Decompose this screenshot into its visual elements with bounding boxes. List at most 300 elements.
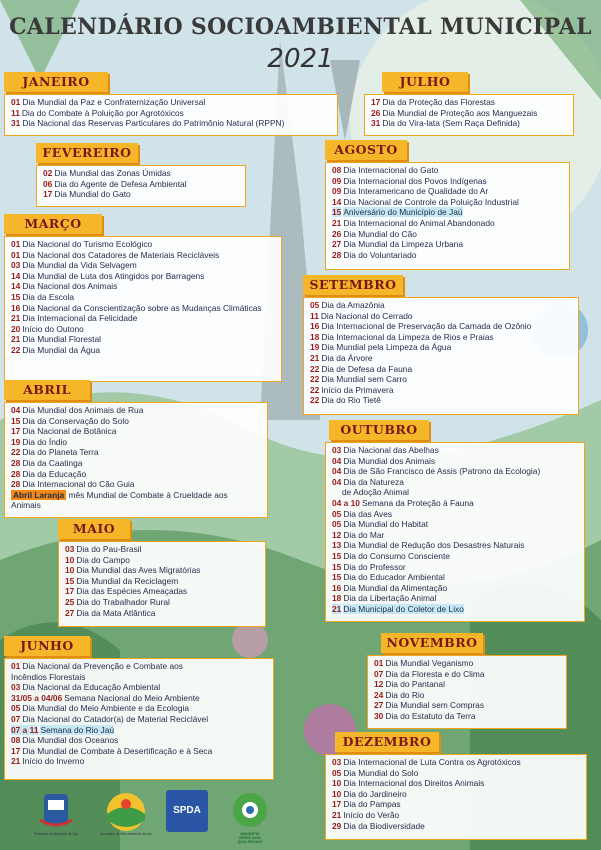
event-item	[332, 551, 578, 562]
event-date: 03	[11, 682, 21, 693]
event-text: Dia Mundial da Alimentação	[343, 582, 448, 593]
event-item	[332, 757, 580, 768]
month-setembro	[303, 275, 579, 415]
event-text: Dia Nacional do Turismo Ecológico	[22, 239, 153, 249]
month-events	[364, 94, 574, 136]
event-item	[11, 97, 331, 108]
event-item	[332, 197, 563, 208]
logos-strip	[28, 786, 286, 842]
month-header: JULHO	[382, 72, 468, 92]
event-date: 17	[371, 97, 381, 107]
month-events	[325, 442, 585, 622]
event-item	[11, 437, 261, 448]
month-header: JUNHO	[4, 636, 90, 656]
month-events	[303, 297, 579, 415]
event-text: Dia Internacional de Preservação da Camada de Ozônio	[321, 321, 532, 332]
event-text: Dia da Mata Atlântica	[76, 607, 156, 618]
event-text: Dia Mundial de Luta dos Atingidos por Barragens	[22, 270, 205, 281]
event-date: 19	[310, 342, 320, 353]
event-date: 10	[65, 565, 75, 576]
month-header: MAIO	[58, 519, 130, 539]
event-date: 10	[332, 788, 342, 799]
month-header: DEZEMBRO	[335, 732, 439, 752]
event-item	[374, 679, 560, 690]
event-item	[332, 445, 578, 456]
event-text: Dia do Jardineiro	[343, 788, 407, 799]
event-date: 27	[65, 607, 75, 618]
prefeitura-crest-icon	[34, 790, 78, 834]
event-text: Dia Mundial dos Animais de Rua	[22, 405, 144, 415]
event-text: Dia Nacional de Controle da Poluição Industrial	[343, 196, 519, 207]
event-item	[310, 342, 572, 353]
event-date: 15	[11, 415, 21, 426]
event-item	[11, 345, 275, 356]
event-date: 12	[332, 529, 342, 540]
calendar-title: CALENDÁRIO SOCIOAMBIENTAL MUNICIPAL	[9, 14, 592, 40]
event-text: Dia Nacional da Prevenção e Combate aos Incêndios Florestais	[11, 661, 183, 682]
event-date: 13	[332, 540, 342, 551]
event-item	[11, 447, 261, 458]
month-maio	[58, 519, 266, 627]
event-text: Semana Nacional do Meio Ambiente	[64, 692, 200, 703]
event-text: Dia da Caatinga	[22, 457, 83, 468]
event-date: 11	[11, 107, 20, 118]
event-item	[310, 311, 572, 322]
event-item	[332, 498, 578, 509]
month-events	[4, 236, 282, 382]
event-item	[11, 239, 275, 250]
event-text: Dia do Pampas	[343, 799, 401, 810]
event-date: 22	[310, 374, 320, 385]
event-item	[332, 218, 563, 229]
event-text: Dia da Floresta e do Clima	[385, 668, 485, 679]
event-text: Dia do Pantanal	[385, 679, 445, 690]
event-item	[374, 711, 560, 722]
event-text: Dia Nacional do Cerrado	[320, 310, 413, 321]
event-date: 27	[332, 239, 342, 250]
event-item	[332, 165, 563, 176]
event-item	[11, 426, 261, 437]
abril-laranja-badge: Abril Laranja	[13, 489, 65, 500]
event-item	[11, 693, 267, 704]
month-events	[367, 655, 567, 729]
municipio-verde-azul-icon	[228, 790, 272, 834]
event-item	[65, 544, 259, 555]
event-text: Dia do Agente de Defesa Ambiental	[54, 178, 187, 189]
event-date: 06	[43, 178, 53, 189]
event-date: 21	[11, 313, 21, 324]
event-item	[11, 292, 275, 303]
event-text: Dia Mundial de Proteção aos Manguezais	[382, 107, 538, 118]
event-date: 15	[65, 575, 75, 586]
event-date: 30	[374, 710, 384, 721]
event-item	[11, 250, 275, 261]
event-date: 01	[11, 661, 21, 671]
event-date: 21	[11, 334, 21, 345]
event-date: 28	[11, 457, 21, 468]
event-item	[332, 562, 578, 573]
event-item	[65, 597, 259, 608]
month-header: NOVEMBRO	[381, 633, 483, 653]
event-date: 21	[332, 809, 342, 820]
event-date: 02	[43, 168, 53, 178]
event-text: Aniversário do Município de Jaú	[343, 207, 463, 218]
month-fevereiro	[36, 143, 246, 207]
event-date: 15	[332, 207, 342, 218]
event-date: 21	[11, 756, 21, 767]
event-item	[332, 250, 563, 261]
event-text: Dia Mundial sem Compras	[385, 700, 485, 711]
event-item-highlighted	[11, 725, 267, 736]
month-header: MARÇO	[4, 214, 102, 234]
event-text: Dia Nacional das Reservas Particulares do Patrimônio Natural (RPPN)	[22, 118, 285, 129]
event-text: Dia do Trabalhador Rural	[76, 596, 170, 607]
event-text: Dia Mundial das Aves Migratórias	[76, 565, 201, 576]
event-date: 05	[310, 300, 320, 310]
event-item	[11, 118, 331, 129]
event-text: Dia Mundial da Água	[22, 344, 101, 355]
event-text: Dia da Biodiversidade	[343, 820, 425, 831]
event-text: Dia Mundial da Paz e Confraternização Universal	[22, 97, 206, 107]
event-item	[332, 456, 578, 467]
event-date: 31	[11, 118, 21, 129]
event-date: 04	[332, 476, 342, 487]
event-item	[65, 576, 259, 587]
event-text: Dia Internacional da Felicidade	[22, 313, 138, 324]
event-text: Dia do Pau-Brasil	[76, 544, 142, 554]
month-julho	[364, 72, 574, 136]
event-text: Dia Mundial das Zonas Úmidas	[54, 168, 171, 178]
month-dezembro	[325, 732, 587, 840]
event-item	[11, 260, 275, 271]
event-text: Dia da Educação	[22, 468, 87, 479]
event-item	[374, 658, 560, 669]
event-item	[374, 690, 560, 701]
event-text: Dia Internacional dos Povos Indígenas	[343, 175, 487, 186]
event-item	[43, 168, 239, 179]
event-item	[11, 661, 267, 682]
event-text: Dia da Proteção das Florestas	[382, 97, 495, 107]
event-text: Dia Mundial do Gato	[54, 189, 131, 200]
event-text: Dia Mundial da Limpeza Urbana	[343, 239, 463, 250]
event-item	[11, 334, 275, 345]
event-text: Dia Mundial sem Carro	[321, 374, 407, 385]
event-text: Dia Internacional do Cão Guia	[22, 479, 135, 490]
event-text: Dia Nacional da Educação Ambiental	[22, 682, 161, 693]
event-text: Semana da Proteção à Fauna	[361, 497, 474, 508]
event-text: Dia Mundial da Vida Selvagem	[22, 260, 137, 271]
event-date: 31	[371, 118, 381, 129]
event-date: 04	[332, 455, 342, 466]
event-date: 15	[332, 550, 342, 561]
event-date: 22	[310, 395, 320, 406]
event-date: 03	[65, 544, 75, 554]
calendar-year: 2021	[267, 44, 334, 74]
event-text: Dia do Estatuto da Terra	[385, 710, 476, 721]
event-item	[332, 593, 578, 604]
event-item	[11, 682, 267, 693]
event-text: mês Mundial de Combate à Crueldade aos Animais	[11, 489, 228, 511]
event-date: 09	[332, 175, 342, 186]
event-date: 18	[310, 331, 320, 342]
event-date: 28	[11, 468, 21, 479]
event-text: Dia do Combate à Poluição por Agrotóxicos	[21, 107, 184, 118]
event-item-highlighted	[332, 604, 578, 615]
event-date: 04 a 10	[332, 497, 360, 508]
event-date: 03	[11, 260, 21, 271]
event-text: Dia da Libertação Animal	[343, 593, 437, 604]
event-date: 14	[11, 281, 21, 292]
event-item	[11, 746, 267, 757]
event-item	[332, 540, 578, 551]
event-date: 04	[11, 405, 21, 415]
event-date: 21	[332, 217, 342, 228]
event-text: Dia do Educador Ambiental	[343, 572, 445, 583]
event-text: Início da Primavera	[321, 384, 394, 395]
secretaria-logo-icon	[104, 790, 148, 834]
event-item	[11, 756, 267, 767]
event-date: 17	[65, 586, 75, 597]
municipio-line1: MUNICÍPIO	[240, 832, 260, 836]
municipio-line2: VERDE AZUL	[238, 836, 262, 840]
event-text: Dia da Escola	[22, 291, 75, 302]
event-date: 26	[332, 228, 342, 239]
event-item	[65, 555, 259, 566]
event-item	[310, 395, 572, 406]
event-text: Dia Nacional de Botânica	[22, 426, 117, 437]
event-text: Dia Mundial do Habitat	[343, 519, 429, 530]
month-events	[325, 754, 587, 840]
event-text: Dia Mundial dos Animais	[343, 455, 436, 466]
spda-label: SPDA	[173, 805, 201, 816]
event-text: Dia de Defesa da Fauna	[321, 363, 413, 374]
event-item	[43, 189, 239, 200]
event-item	[310, 353, 572, 364]
event-date: 05	[332, 767, 342, 778]
event-item	[11, 108, 331, 119]
event-item	[65, 608, 259, 619]
event-date: 05	[332, 508, 342, 519]
month-events	[325, 162, 570, 270]
month-agosto	[325, 140, 570, 270]
event-item	[11, 303, 275, 314]
event-text: Dia de São Francisco de Assis (Patrono da Ecologia)	[343, 466, 541, 477]
event-date: 11	[310, 310, 319, 321]
event-item	[11, 313, 275, 324]
event-item	[11, 405, 261, 416]
event-text: Dia do Professor	[343, 561, 406, 572]
event-item	[371, 118, 567, 129]
event-item	[310, 300, 572, 311]
event-date: 15	[11, 291, 21, 302]
event-text: Dia Nacional dos Catadores de Materiais Recicláveis	[22, 249, 220, 260]
event-text: Dia Mundial do Meio Ambiente e da Ecologia	[22, 703, 189, 714]
event-item	[374, 669, 560, 680]
event-date: 12	[374, 679, 384, 690]
event-date: 18	[332, 593, 342, 604]
event-text: Dia da Natureza	[343, 476, 404, 487]
event-text: Dia do Rio Tietê	[321, 395, 381, 406]
event-date: 16	[332, 582, 342, 593]
event-item	[11, 281, 275, 292]
event-date: 03	[332, 445, 342, 455]
month-header: SETEMBRO	[303, 275, 403, 295]
event-date: 21	[332, 603, 342, 614]
event-text: Dia da Amazônia	[321, 300, 385, 310]
event-text: Dia Internacional do Gato	[343, 165, 439, 175]
event-date: 05	[332, 519, 342, 530]
event-item	[332, 477, 578, 488]
event-item	[310, 332, 572, 343]
event-date: 16	[310, 321, 320, 332]
event-date: 22	[11, 447, 21, 458]
month-janeiro	[4, 72, 338, 136]
event-item	[11, 714, 267, 725]
event-date: 09	[332, 186, 342, 197]
event-date: 20	[11, 323, 21, 334]
event-text: Dia Nacional da Conscientização sobre as Mudanças Climáticas	[22, 302, 262, 313]
event-text: Início do Outono	[22, 323, 84, 334]
event-date: 15	[332, 572, 342, 583]
event-date: 28	[11, 479, 21, 490]
event-item	[43, 179, 239, 190]
event-item	[332, 778, 580, 789]
event-text: Dia do Índio	[22, 436, 68, 447]
event-date: 17	[332, 799, 342, 810]
event-item	[11, 703, 267, 714]
event-item	[332, 583, 578, 594]
event-text: Dia do Planeta Terra	[22, 447, 99, 458]
event-text: Dia Mundial Veganismo	[385, 658, 474, 668]
event-item	[371, 108, 567, 119]
event-date: 08	[332, 165, 342, 175]
event-item	[11, 735, 267, 746]
event-text: Dia Mundial de Redução dos Desastres Naturais	[343, 540, 525, 551]
event-date: 22	[310, 384, 320, 395]
event-text: Dia Mundial da Reciclagem	[76, 575, 179, 586]
event-item	[332, 530, 578, 541]
event-item	[310, 374, 572, 385]
event-text: Dia Internacional de Luta Contra os Agrotóxicos	[343, 757, 521, 767]
event-text: Dia Internacional do Animal Abandonado	[343, 217, 495, 228]
event-text: Semana do Rio Jaú	[40, 724, 115, 735]
municipio-line3: QUALIFICADO	[237, 840, 263, 844]
event-text: Dia da Árvore	[321, 352, 373, 363]
event-date: 08	[11, 735, 21, 746]
event-text: Dia Nacional do Catador(a) de Material Reciclável	[22, 713, 209, 724]
month-abril	[4, 380, 268, 518]
event-date: 31/05 a 04/06	[11, 692, 63, 703]
event-item	[310, 385, 572, 396]
event-item	[332, 466, 578, 477]
event-date: 14	[11, 270, 21, 281]
event-date: 05	[11, 703, 21, 714]
event-item	[332, 768, 580, 779]
event-date: 27	[374, 700, 384, 711]
month-junho	[4, 636, 274, 780]
event-item	[332, 519, 578, 530]
event-text: Dia das Espécies Ameaçadas	[76, 586, 188, 597]
event-item	[332, 789, 580, 800]
event-text: Dia Internacional dos Direitos Animais	[343, 778, 485, 789]
event-text: Dia Nacional dos Animais	[22, 281, 118, 292]
event-item	[332, 821, 580, 832]
event-date: 04	[332, 466, 342, 477]
event-text: Dia Mundial pela Limpeza da Água	[321, 342, 452, 353]
event-item	[11, 469, 261, 480]
event-date: 14	[332, 196, 342, 207]
event-text: Dia do Rio	[385, 689, 425, 700]
month-events	[36, 165, 246, 207]
event-item	[65, 586, 259, 597]
event-item-special	[11, 490, 261, 511]
month-header: AGOSTO	[325, 140, 407, 160]
event-date: 01	[11, 97, 21, 107]
event-text: Início do Inverno	[22, 756, 85, 767]
event-date: 01	[11, 249, 21, 260]
event-item	[310, 364, 572, 375]
event-date: 10	[65, 554, 75, 565]
event-item-highlighted	[332, 207, 563, 218]
event-date: 01	[11, 239, 21, 249]
event-item	[332, 509, 578, 520]
event-item	[11, 416, 261, 427]
event-item	[332, 487, 578, 498]
secretaria-caption: Secretaria de Meio Ambiente de Jaú	[100, 832, 152, 836]
event-text: Dia Municipal do Coletor de Lixo	[343, 603, 464, 614]
event-date: 07	[11, 713, 21, 724]
month-header: ABRIL	[4, 380, 90, 400]
event-date: 01	[374, 658, 384, 668]
event-text: Dia Mundial do Solo	[343, 767, 419, 778]
event-item	[11, 458, 261, 469]
event-date: 17	[11, 426, 21, 437]
event-text: Dia do Campo	[76, 554, 130, 565]
event-text: de Adoção Animal	[342, 487, 410, 498]
event-item	[11, 324, 275, 335]
event-text: Dia Mundial de Combate à Desertificação e à Seca	[22, 745, 213, 756]
month-outubro	[325, 420, 585, 622]
event-item	[332, 572, 578, 583]
event-item	[371, 97, 567, 108]
event-item	[65, 565, 259, 576]
event-date: 17	[11, 745, 21, 756]
month-events	[4, 94, 338, 136]
event-text: Dia Mundial dos Oceanos	[22, 735, 119, 746]
event-date: 17	[43, 189, 53, 200]
event-text: Dia Internacional da Limpeza de Rios e Praias	[321, 331, 494, 342]
event-item	[374, 700, 560, 711]
event-date: 10	[332, 778, 342, 789]
event-text: Dia Mundial do Cão	[343, 228, 417, 239]
month-novembro	[367, 633, 567, 729]
month-marco	[4, 214, 282, 382]
event-date: 22	[11, 344, 21, 355]
event-text: Dia do Consumo Consciente	[343, 550, 450, 561]
event-date: 07	[374, 668, 384, 679]
event-text: Dia da Conservação do Solo	[22, 415, 129, 426]
event-item	[332, 239, 563, 250]
event-date: 19	[11, 436, 21, 447]
event-item	[11, 271, 275, 282]
event-item	[310, 321, 572, 332]
month-events	[4, 402, 268, 518]
spda-logo	[166, 790, 208, 832]
event-date: 22	[310, 363, 320, 374]
event-text: Início do Verão	[343, 809, 400, 820]
month-header: FEVEREIRO	[36, 143, 138, 163]
event-date: 07 a 11	[11, 724, 39, 735]
